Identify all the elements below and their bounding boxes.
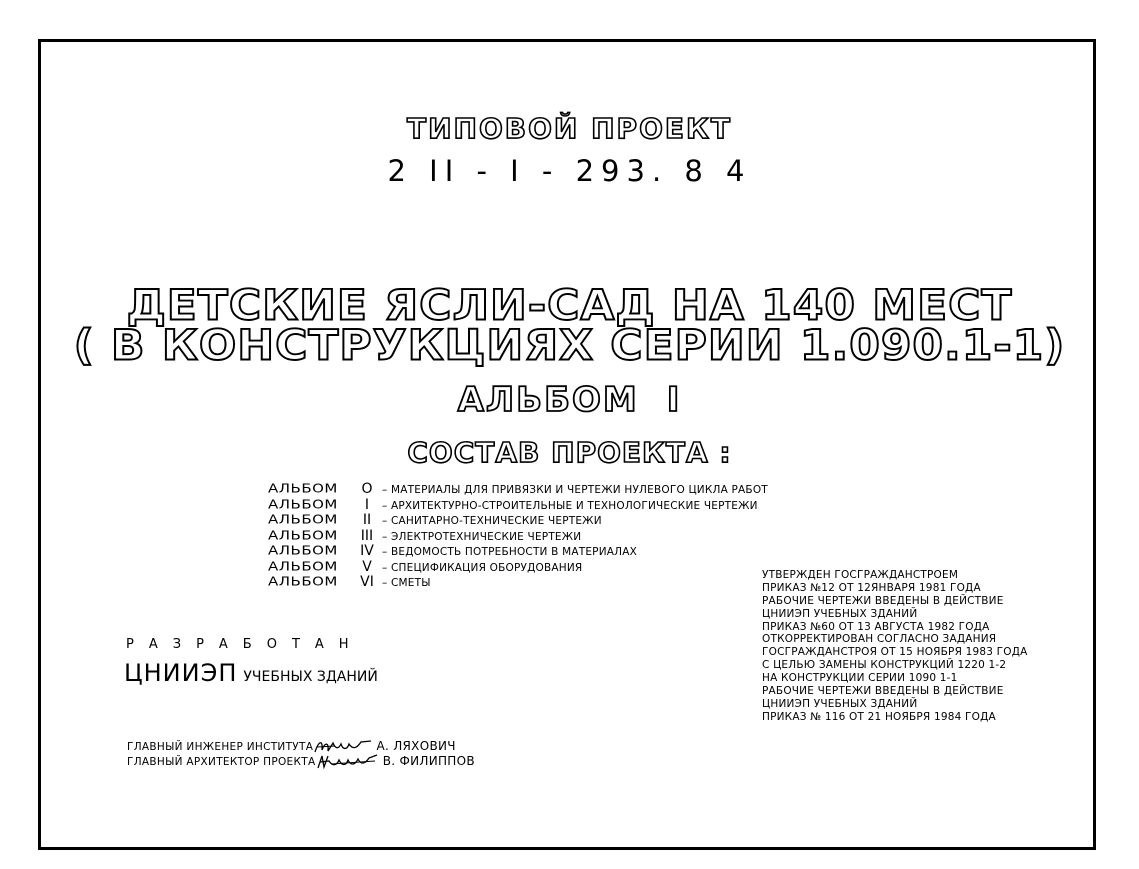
developer-org-rest: УЧЕБНЫХ ЗДАНИЙ xyxy=(243,669,378,685)
album-label: АЛЬБОМ xyxy=(268,542,338,558)
approval-line: НА КОНСТРУКЦИИ СЕРИИ 1090 1-1 xyxy=(762,672,958,685)
album-description: – СМЕТЫ xyxy=(382,577,431,589)
approval-line: ПРИКАЗ № 116 ОТ 21 НОЯБРЯ 1984 ГОДА xyxy=(762,710,996,723)
list-item xyxy=(268,512,768,528)
album-label: АЛЬБОМ xyxy=(268,526,338,543)
album-number: VI xyxy=(360,574,374,590)
signature-role: ГЛАВНЫЙ ИНЖЕНЕР ИНСТИТУТА xyxy=(127,741,314,753)
approval-line: ПРИКАЗ №60 ОТ 13 АВГУСТА 1982 ГОДА xyxy=(762,620,990,633)
album-word: АЛЬБОМ xyxy=(457,380,639,420)
signatory-name: А. ЛЯХОВИЧ xyxy=(376,739,456,753)
approval-line: УТВЕРЖДЕН ГОСГРАЖДАНСТРОЕМ xyxy=(762,569,959,581)
album-number: I xyxy=(666,380,682,420)
project-title-line-1: ДЕТСКИЕ ЯСЛИ-САД НА 140 МЕСТ xyxy=(126,281,1013,330)
handwritten-signature-icon xyxy=(315,753,381,771)
signatory-name: В. ФИЛИППОВ xyxy=(382,754,475,768)
list-item xyxy=(268,559,768,575)
approval-line: С ЦЕЛЬЮ ЗАМЕНЫ КОНСТРУКЦИЙ 1220 1-2 xyxy=(762,659,1007,672)
contents-list xyxy=(268,481,768,590)
album-description: – МАТЕРИАЛЫ ДЛЯ ПРИВЯЗКИ И ЧЕРТЕЖИ НУЛЕВОГО ЦИКЛА РАБОТ xyxy=(382,484,768,496)
approval-line: ЦНИИЭП УЧЕБНЫХ ЗДАНИЙ xyxy=(762,697,918,710)
contents-heading: СОСТАВ ПРОЕКТА : xyxy=(407,436,732,469)
developer-org-main: ЦНИИЭП xyxy=(124,659,238,687)
list-item xyxy=(268,528,768,544)
list-item xyxy=(268,497,768,513)
developer-label: РАЗРАБОТАН xyxy=(126,637,364,652)
list-item xyxy=(268,481,768,497)
developer-organization xyxy=(124,659,378,687)
album-title xyxy=(0,380,1139,420)
approval-line: ГОСГРАЖДАНСТРОЯ ОТ 15 НОЯБРЯ 1983 ГОДА xyxy=(762,646,1028,659)
album-label: АЛЬБОМ xyxy=(268,573,338,589)
album-label: АЛЬБОМ xyxy=(268,495,338,512)
list-item xyxy=(268,574,768,590)
album-number: IV xyxy=(360,543,374,559)
album-label: АЛЬБОМ xyxy=(268,480,338,496)
album-description: – ЭЛЕКТРОТЕХНИЧЕСКИЕ ЧЕРТЕЖИ xyxy=(382,530,582,543)
document-number: 2 II - I - 293. 8 4 xyxy=(387,154,752,188)
approval-line: РАБОЧИЕ ЧЕРТЕЖИ ВВЕДЕНЫ В ДЕЙСТВИЕ xyxy=(762,685,1004,698)
album-description: – ВЕДОМОСТЬ ПОТРЕБНОСТИ В МАТЕРИАЛАХ xyxy=(382,546,638,558)
album-number: I xyxy=(364,496,370,513)
signature-row-chief-architect xyxy=(127,753,475,771)
album-label: АЛЬБОМ xyxy=(268,511,338,527)
album-number: II xyxy=(362,512,372,528)
approval-line: ЦНИИЭП УЧЕБНЫХ ЗДАНИЙ xyxy=(762,607,918,620)
album-description: – АРХИТЕКТУРНО-СТРОИТЕЛЬНЫЕ И ТЕХНОЛОГИЧЕСКИЕ ЧЕРТЕЖИ xyxy=(382,499,758,512)
list-item xyxy=(268,543,768,559)
album-number: III xyxy=(360,527,374,544)
document-type: ТИПОВОЙ ПРОЕКТ xyxy=(407,112,732,145)
approval-line: ПРИКАЗ №12 ОТ 12ЯНВАРЯ 1981 ГОДА xyxy=(762,581,981,594)
approval-block xyxy=(762,569,1028,724)
album-number: O xyxy=(361,481,373,497)
approval-line: ОТКОРРЕКТИРОВАН СОГЛАСНО ЗАДАНИЯ xyxy=(762,633,997,646)
approval-line: РАБОЧИЕ ЧЕРТЕЖИ ВВЕДЕНЫ В ДЕЙСТВИЕ xyxy=(762,594,1004,607)
signature-role: ГЛАВНЫЙ АРХИТЕКТОР ПРОЕКТА xyxy=(127,756,316,768)
album-description: – СПЕЦИФИКАЦИЯ ОБОРУДОВАНИЯ xyxy=(382,561,583,574)
album-number: V xyxy=(362,558,372,575)
project-title-line-2: ( В КОНСТРУКЦИЯХ СЕРИИ 1.090.1-1) xyxy=(73,321,1066,370)
album-label: АЛЬБОМ xyxy=(268,557,338,574)
album-description: – САНИТАРНО-ТЕХНИЧЕСКИЕ ЧЕРТЕЖИ xyxy=(382,515,602,527)
